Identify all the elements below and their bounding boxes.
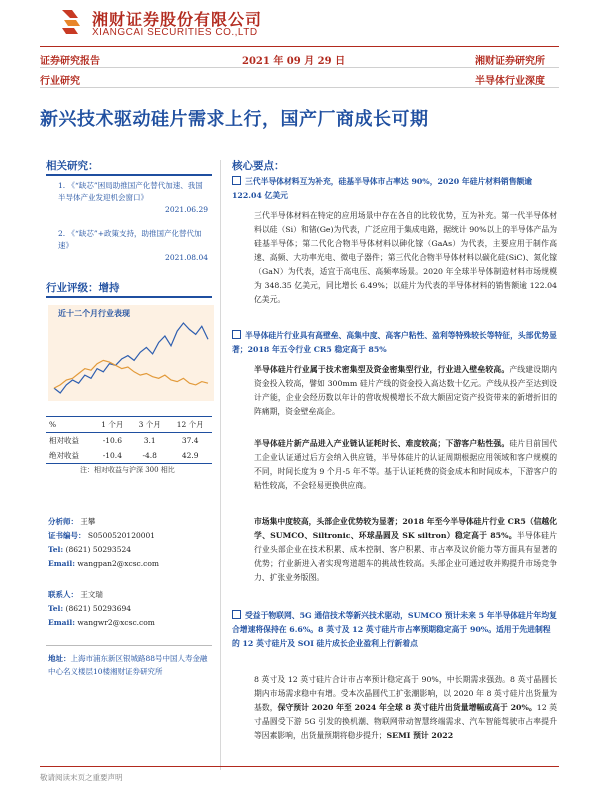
header-bottom-divider xyxy=(40,87,559,88)
table-cell: 3.1 xyxy=(143,436,156,445)
paragraph-body: 硅片目前国代工企业认证通过后方会纳入供应链，半导体硅片的认证周期根据应用领域和客户规模的不同，时间长度为 9 个月-5 年不等。基于认证耗费的资金成本和时间成本，下游客户的粘性较高，不会轻易更换供应商。 xyxy=(254,439,558,490)
company-name-cn: 湘财证券股份有限公司 xyxy=(92,10,263,29)
report-subcategory: 半导体行业深度 xyxy=(475,76,545,87)
table-header-cell: 12 个月 xyxy=(168,417,212,433)
address-divider xyxy=(46,645,212,646)
analyst-label: 分析师： xyxy=(48,517,78,526)
key-point-text: 三代半导体材料互为补充，硅基半导体市占率达 90%，2020 年硅片材料销售额逾 122.04 亿美元 xyxy=(232,177,533,200)
tel-label: Tel: xyxy=(48,545,64,554)
table-header-cell: 3 个月 xyxy=(131,417,168,433)
header-divider xyxy=(40,46,559,47)
table-row xyxy=(46,433,212,449)
paragraph-body: 12 英寸晶圆受下游 5G 引发的换机潮、物联网带动智慧终端需求、汽车智能驾驶市占率提升等因素影响，出货量预期将稳步提升； xyxy=(254,703,557,740)
checkbox-square-icon xyxy=(232,176,241,185)
key-point-text: 受益于物联网、5G 通信技术等新兴技术驱动，SUMCO 预计未来 5 年半导体硅片年均复合增速将保持在 6.6%。8 英寸及 12 英寸硅片市占率预期稳定高于 90%。适用于先进制程的 12 英寸硅片及 SOI 硅片成长企业盈利上行新着点 xyxy=(232,611,557,648)
table-header-cell: 1 个月 xyxy=(94,417,131,433)
report-type: 证券研究报告 xyxy=(40,56,100,67)
chart-title: 近十二个月行业表现 xyxy=(58,308,130,318)
paragraph-lead: 半导体硅片行业属于技术密集型及资金密集型行业，行业进入壁垒较高。 xyxy=(254,365,510,374)
analyst-name: 王攀 xyxy=(80,517,96,526)
contact-name: 王文瑞 xyxy=(80,590,103,599)
table-header-cell: % xyxy=(46,417,94,433)
paragraph xyxy=(254,437,557,493)
table-cell: 42.9 xyxy=(168,448,212,464)
related-title-bar xyxy=(46,174,212,176)
paragraph-emphasis: SEMI 预计 2022 xyxy=(386,731,454,740)
report-title: 新兴技术驱动硅片需求上行，国产厂商成长可期 xyxy=(40,109,429,130)
analyst-block xyxy=(48,515,159,571)
address-text: 上海市浦东新区银城路88号中国人寿金融中心名义楼层10楼湘财证券研究所 xyxy=(48,654,208,676)
table-cell: -10.4 xyxy=(94,448,131,464)
cert-label: 证书编号： xyxy=(48,531,86,540)
rating-bar xyxy=(46,296,212,298)
related-item-date: 2021.06.29 xyxy=(165,205,208,214)
footer-disclaimer: 敬请阅读末页之重要声明 xyxy=(40,773,123,782)
industry-performance-chart xyxy=(48,305,214,401)
report-date: 2021 年 09 月 29 日 xyxy=(242,56,346,67)
key-point-2 xyxy=(232,329,557,357)
key-point-1 xyxy=(232,175,557,203)
paragraph-lead: 市场集中度较高，头部企业优势较为显著；2018 年至今半导体硅片行业 CR5（信越化学、SUMCO、Siltronic、环球晶圆及 SK siltron）稳定高于 85%。 xyxy=(254,517,557,540)
paragraph xyxy=(254,673,557,763)
contact-tel: (8621) 50293694 xyxy=(65,604,132,613)
key-point-text: 半导体硅片行业具有高壁垒、高集中度、高客户粘性、盈利等特殊较长等特征，头部优势显著；2018 年五令行业 CR5 稳定高于 85% xyxy=(232,331,557,354)
table-row xyxy=(46,448,212,464)
email-label: Email: xyxy=(48,559,75,568)
industry-rating: 行业评级：增持 xyxy=(46,282,120,294)
checkbox-square-icon xyxy=(232,330,241,339)
address-block xyxy=(48,652,210,678)
related-item-date: 2021.08.04 xyxy=(165,253,208,262)
analyst-email[interactable]: wangpan2@xcsc.com xyxy=(77,559,159,568)
contact-label: 联系人： xyxy=(48,590,78,599)
tel-label: Tel: xyxy=(48,604,64,613)
related-research-title: 相关研究： xyxy=(46,160,99,172)
email-label: Email: xyxy=(48,618,75,627)
analyst-tel: (8621) 50293524 xyxy=(65,545,132,554)
address-label: 地址： xyxy=(48,654,71,663)
paragraph-emphasis: 保守预计 2020 年至 2024 年全球 8 英寸硅片出货量增幅或高于 20%。 xyxy=(277,703,537,712)
paragraph-body: 8 英寸及 12 英寸硅片合计市占率预计稳定高于 90%，中长期需求强劲。8 英寸晶圆长期内市场需求稳中有增。受本次晶圆代工扩张潮影响，以 2020 年 8 英寸硅片出货量为基数， xyxy=(254,675,557,712)
paragraph xyxy=(254,363,557,419)
paragraph-body: 半导体硅片行业头部企业在技术积累、成本控制、客户积累、市占率及议价能力等方面具有显著的优势；行业新进入者实现弯道超车的挑战性较高。头部企业可通过收并购提升市场竞争力、扩张业务版图。 xyxy=(254,531,557,582)
paragraph: 三代半导体材料在特定的应用场景中存在各自的比较优势，互为补充。第一代半导体材料以硅（Si）和锗(Ge)为代表，广泛应用于集成电路，据统计 90%以上的半导体产品为硅基半导体；第二代化合物半导体材料以砷化镓（GaAs）为代表，主要应用于制作高速、高频、大功率光电、微电子器件；第三代化合物半导体材料以碳化硅(SiC)、氮化镓（GaN）为代表，适宜于高电压、高频率场景。2020 年全球半导体制造材料市场规模为 348.35 亿美元，同比增长 6.49%；以硅片为代表的半导体材料的销售额逾 122.04 亿美元。 xyxy=(254,211,557,304)
company-logo-icon xyxy=(58,8,84,36)
table-cell: -10.6 xyxy=(102,436,122,445)
contact-email[interactable]: wangwr2@xcsc.com xyxy=(77,618,155,627)
paragraph-lead: 半导体硅片新产品进入产业链认证耗时长、难度较高；下游客户粘性强。 xyxy=(254,439,510,448)
chart-background xyxy=(48,305,214,401)
paragraph-body: 产线建设期内资金投入较高，譬如 300mm 硅片产线的资金投入高达数十亿元。产线从投产至达到设计产能，企业会经历数以年计的营收规模增长不敌大额固定资产投资带来的新增折旧的阵痛期，资金壁垒高企。 xyxy=(254,365,558,416)
cert-number: S0500520120001 xyxy=(87,531,156,540)
company-name-en: XIANGCAI SECURITIES CO.,LTD xyxy=(92,27,258,38)
footer-divider xyxy=(40,766,559,767)
column-divider xyxy=(220,160,221,770)
performance-table xyxy=(46,416,212,464)
table-header-row xyxy=(46,417,212,433)
contact-block xyxy=(48,588,155,630)
paragraph xyxy=(254,515,557,585)
related-item[interactable] xyxy=(58,228,208,264)
related-item[interactable] xyxy=(58,180,208,216)
header-subdivider xyxy=(40,67,559,68)
table-cell: 37.4 xyxy=(181,436,199,445)
table-cell: -4.8 xyxy=(131,448,168,464)
key-points-heading: 核心要点： xyxy=(232,160,285,172)
related-item-text: 2. 《“缺芯”+政策支持，助推国产化替代加速》 xyxy=(58,229,202,250)
institute-name: 湘财证券研究所 xyxy=(475,56,545,67)
checkbox-square-icon xyxy=(232,610,241,619)
table-note: 注：相对收益与沪深 300 相比 xyxy=(80,466,175,474)
row-label: 绝对收益 xyxy=(46,448,94,464)
report-category: 行业研究 xyxy=(40,76,80,87)
key-point-3 xyxy=(232,609,557,651)
related-item-text: 1. 《“缺芯”困局助推国产化替代加速、我国半导体产业发迎机会窗口》 xyxy=(58,181,203,202)
row-label: 相对收益 xyxy=(49,436,79,445)
